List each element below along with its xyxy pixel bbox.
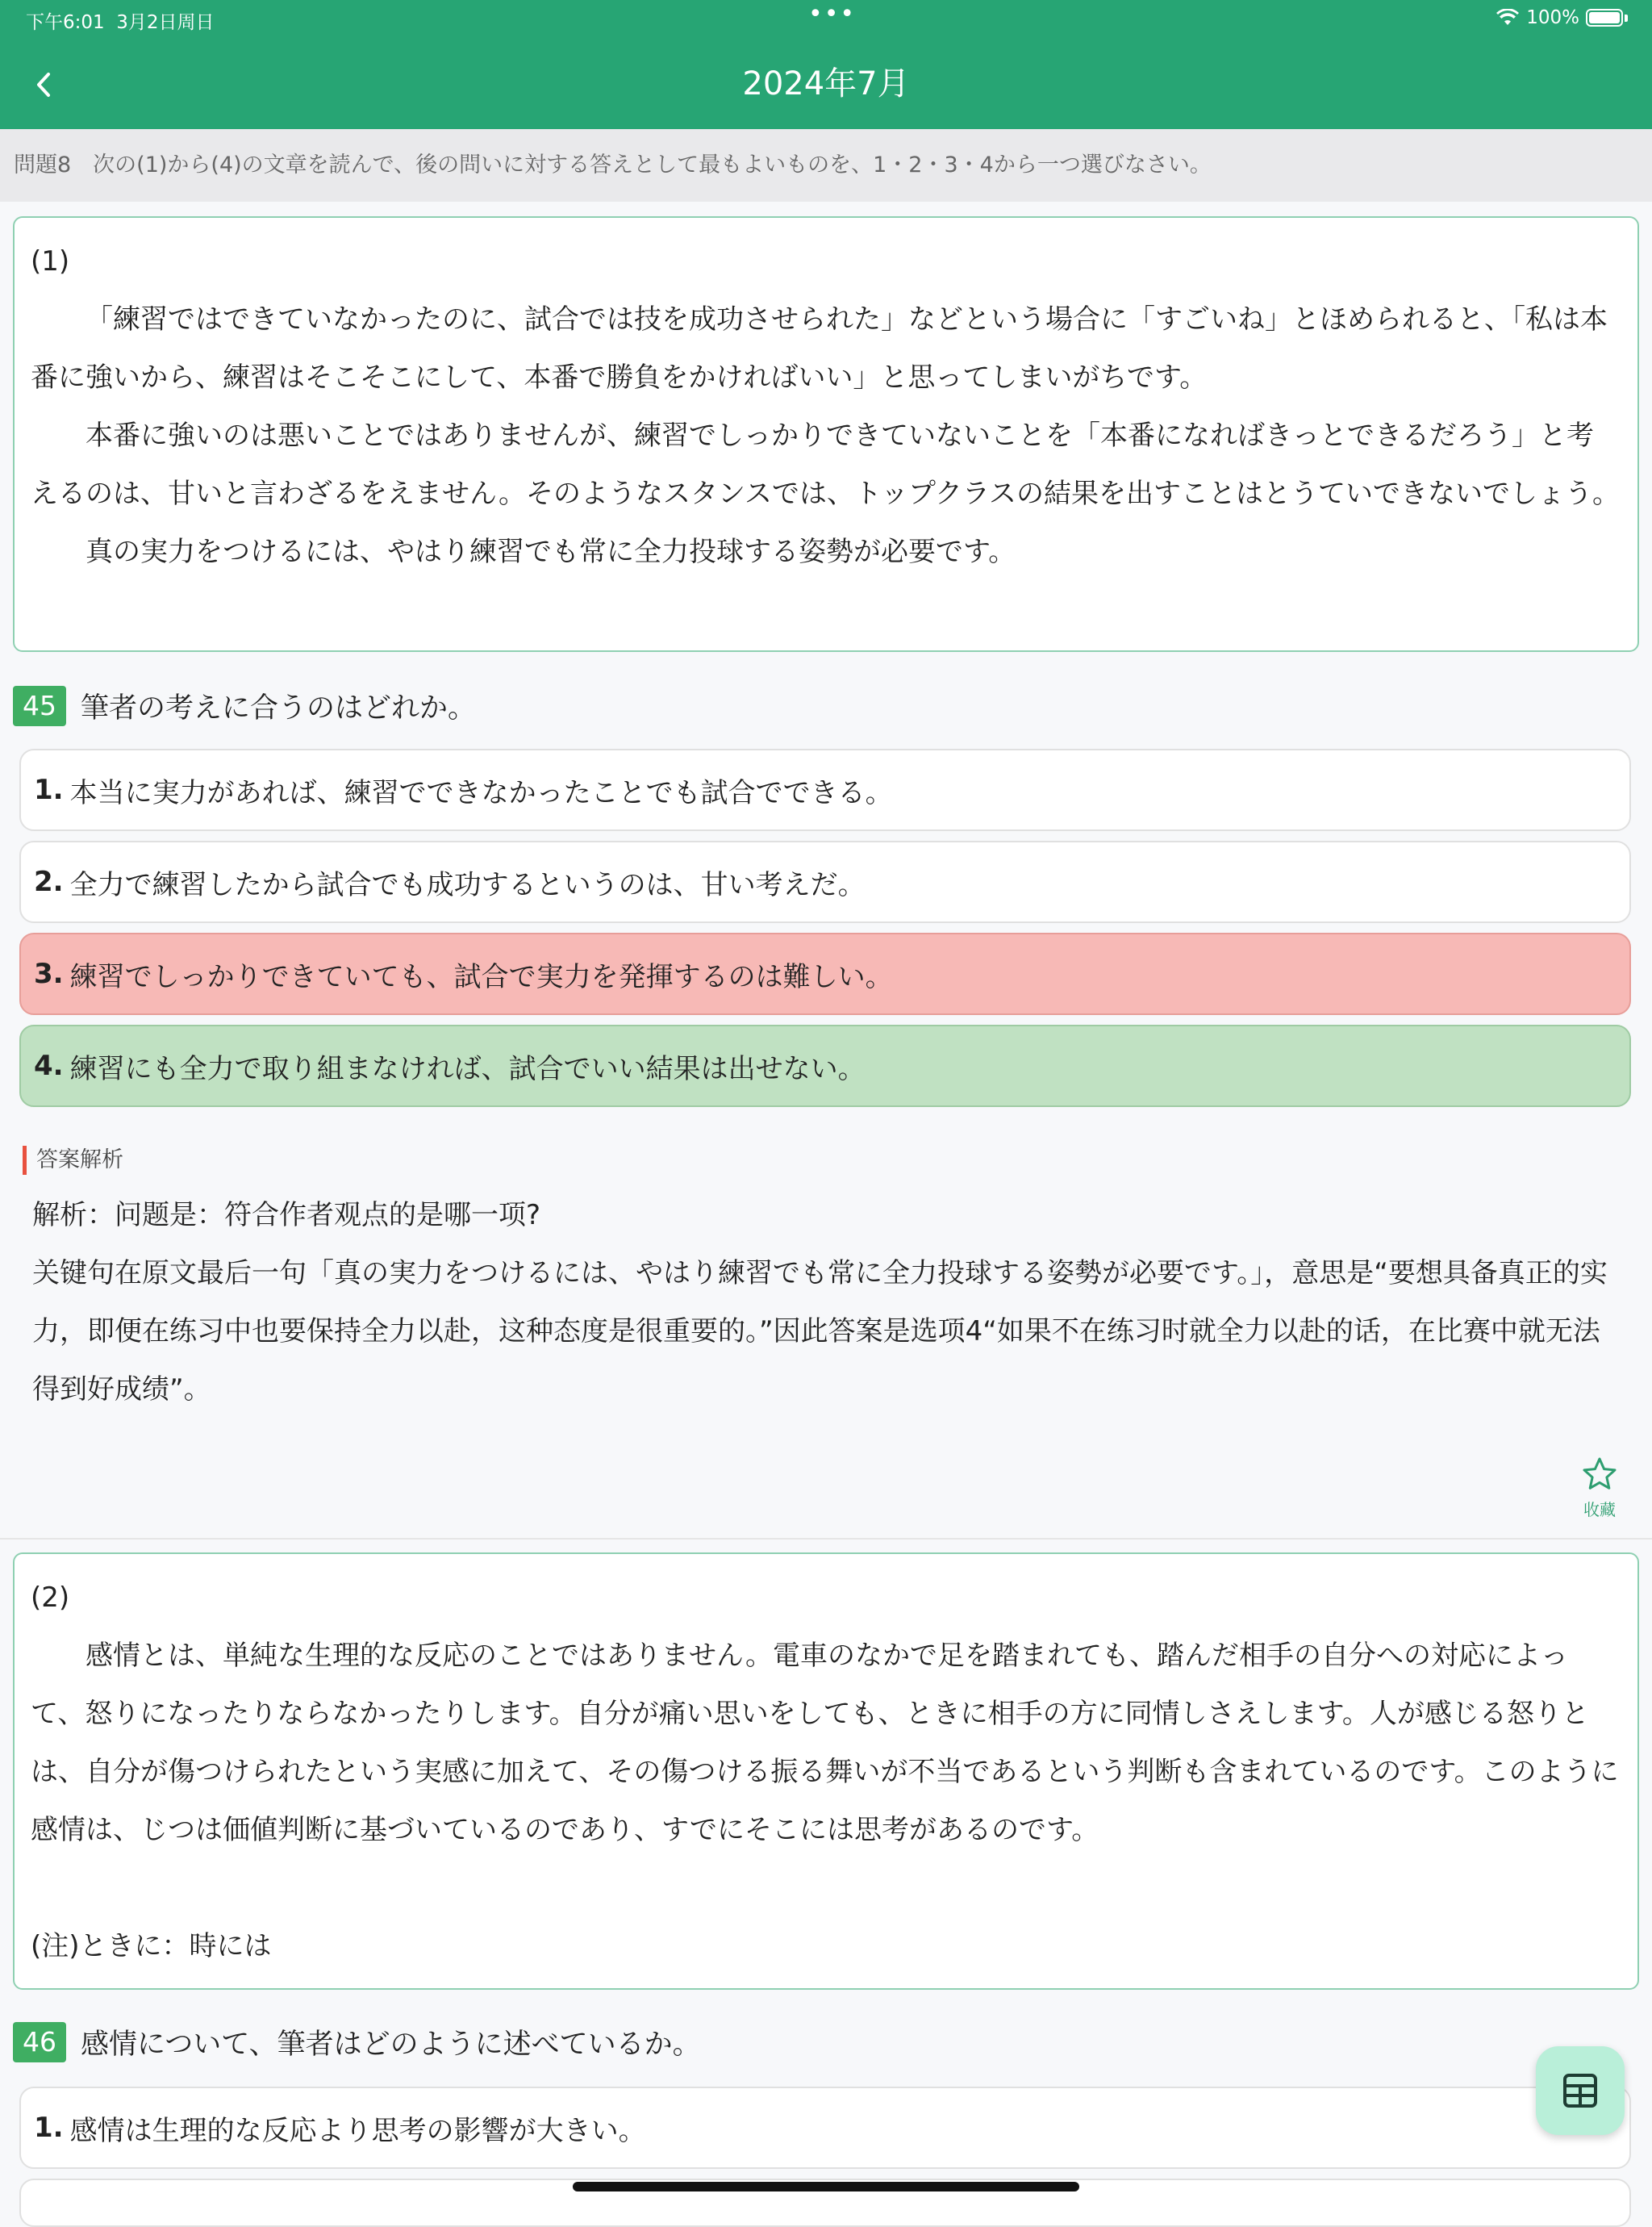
option-number: 1. [34,2112,64,2144]
passage-spacer [31,1859,1620,1917]
question-text: 感情について、筆者はどのように述べているか。 [81,2029,701,2061]
status-bar [0,0,1652,37]
passage-label: (1) [31,245,70,278]
favorite-button[interactable] [1573,1456,1626,1520]
home-indicator[interactable] [573,2182,1079,2191]
star-icon [1581,1456,1618,1492]
answer-sheet-button[interactable] [1536,2046,1625,2135]
favorite-label: 收藏 [1583,1500,1616,1519]
option-1[interactable] [19,749,1631,831]
option-number: 2. [34,866,64,898]
passage-paragraph: 感情とは、単純な生理的な反応のことではありません。電車のなかで足を踏まれても、踏んだ相手の自分への対応によって、怒りになったりならなかったりします。自分が痛い思いをしても、ときに相手の方に同情しさえします。人が感じる怒りとは、自分が傷つけられたという実感に加えて、その傷つける振る舞いが不当であるという判断も含まれているのです。このように感情は、じつは価値判断に基づいているのであり、すでにそこには思考があるのです。 [31,1640,1619,1846]
question-46 [13,2020,1639,2064]
option-text: 全力で練習したから試合でも成功するというのは、甘い考えだ。 [69,868,866,901]
question-text: 筆者の考えに合うのはどれか。 [81,692,477,725]
question-45 [13,684,1639,728]
passage-paragraph: 真の実力をつけるには、やはり練習でも常に全力投球する姿勢が必要です。 [86,536,1016,568]
passage-2 [13,1552,1639,1990]
grid-icon [1562,2072,1599,2109]
passage-1 [13,216,1639,652]
analysis-title: 答案解析 [23,1146,123,1175]
option-number: 1. [34,774,64,806]
app-header [0,0,1652,129]
multitask-dots-icon[interactable]: ••• [808,0,857,28]
question-number-badge: 45 [13,686,66,726]
page-title: 2024年7月 [742,65,910,102]
option-number: 4. [34,1050,64,1082]
option-text: 感情は生理的な反応より思考の影響が大きい。 [69,2114,646,2147]
option-4-correct[interactable] [19,1025,1631,1107]
option-3-wrong[interactable] [19,933,1631,1015]
status-date: 3月2日周日 [116,12,215,33]
passage-note: (注)ときに：時には [31,1930,272,1962]
option-text: 練習にも全力で取り組まなければ、試合でいい結果は出せない。 [69,1052,866,1085]
option-text: 本当に実力があれば、練習でできなかったことでも試合でできる。 [69,776,893,809]
passage-label: (2) [31,1581,70,1614]
option-number: 3. [34,958,64,990]
battery-tip [1625,15,1628,22]
passage-paragraph: 本番に強いのは悪いことではありませんが、練習でしっかりできていないことを「本番になればきっとできるだろう」と考えるのは、甘いと言わざるをえません。そのようなスタンスでは、トップクラスの結果を出すことはとうていできないでしょう。 [31,420,1620,510]
status-indicators [1496,7,1628,28]
analysis-line: 解析：问题是：符合作者观点的是哪一项? [32,1199,541,1231]
battery-icon [1586,9,1623,27]
wifi-icon [1496,9,1520,27]
analysis-body [32,1186,1625,1419]
battery-percent: 100% [1526,7,1579,28]
option-text: 練習でしっかりできていても、試合で実力を発揮するのは難しい。 [69,960,893,993]
instruction-text: 問題8 次の(1)から(4)の文章を読んで、後の問いに対する答えとして最もよいものを、1・2・3・4から一つ選びなさい。 [0,129,1652,202]
option-1[interactable] [19,2087,1631,2169]
status-time-date [26,7,215,34]
section-divider [0,1538,1652,1540]
passage-paragraph: 「練習ではできていなかったのに、試合では技を成功させられた」などという場合に「すごいね」とほめられると、「私は本番に強いから、練習はそこそこにして、本番で勝負をかければいい」と思ってしまいがちです。 [31,303,1608,394]
analysis-line: 关键句在原文最后一句「真の実力をつけるには、やはり練習でも常に全力投球する姿勢が必要です。」，意思是“要想具备真正的实力，即便在练习中也要保持全力以赴，这种态度是很重要的。”因此答案是选项4“如果不在练习时就全力以赴的话，在比赛中就无法得到好成绩”。 [32,1257,1608,1406]
question-number-badge: 46 [13,2022,66,2062]
option-2[interactable] [19,841,1631,923]
status-time: 下午6:01 [26,12,105,33]
